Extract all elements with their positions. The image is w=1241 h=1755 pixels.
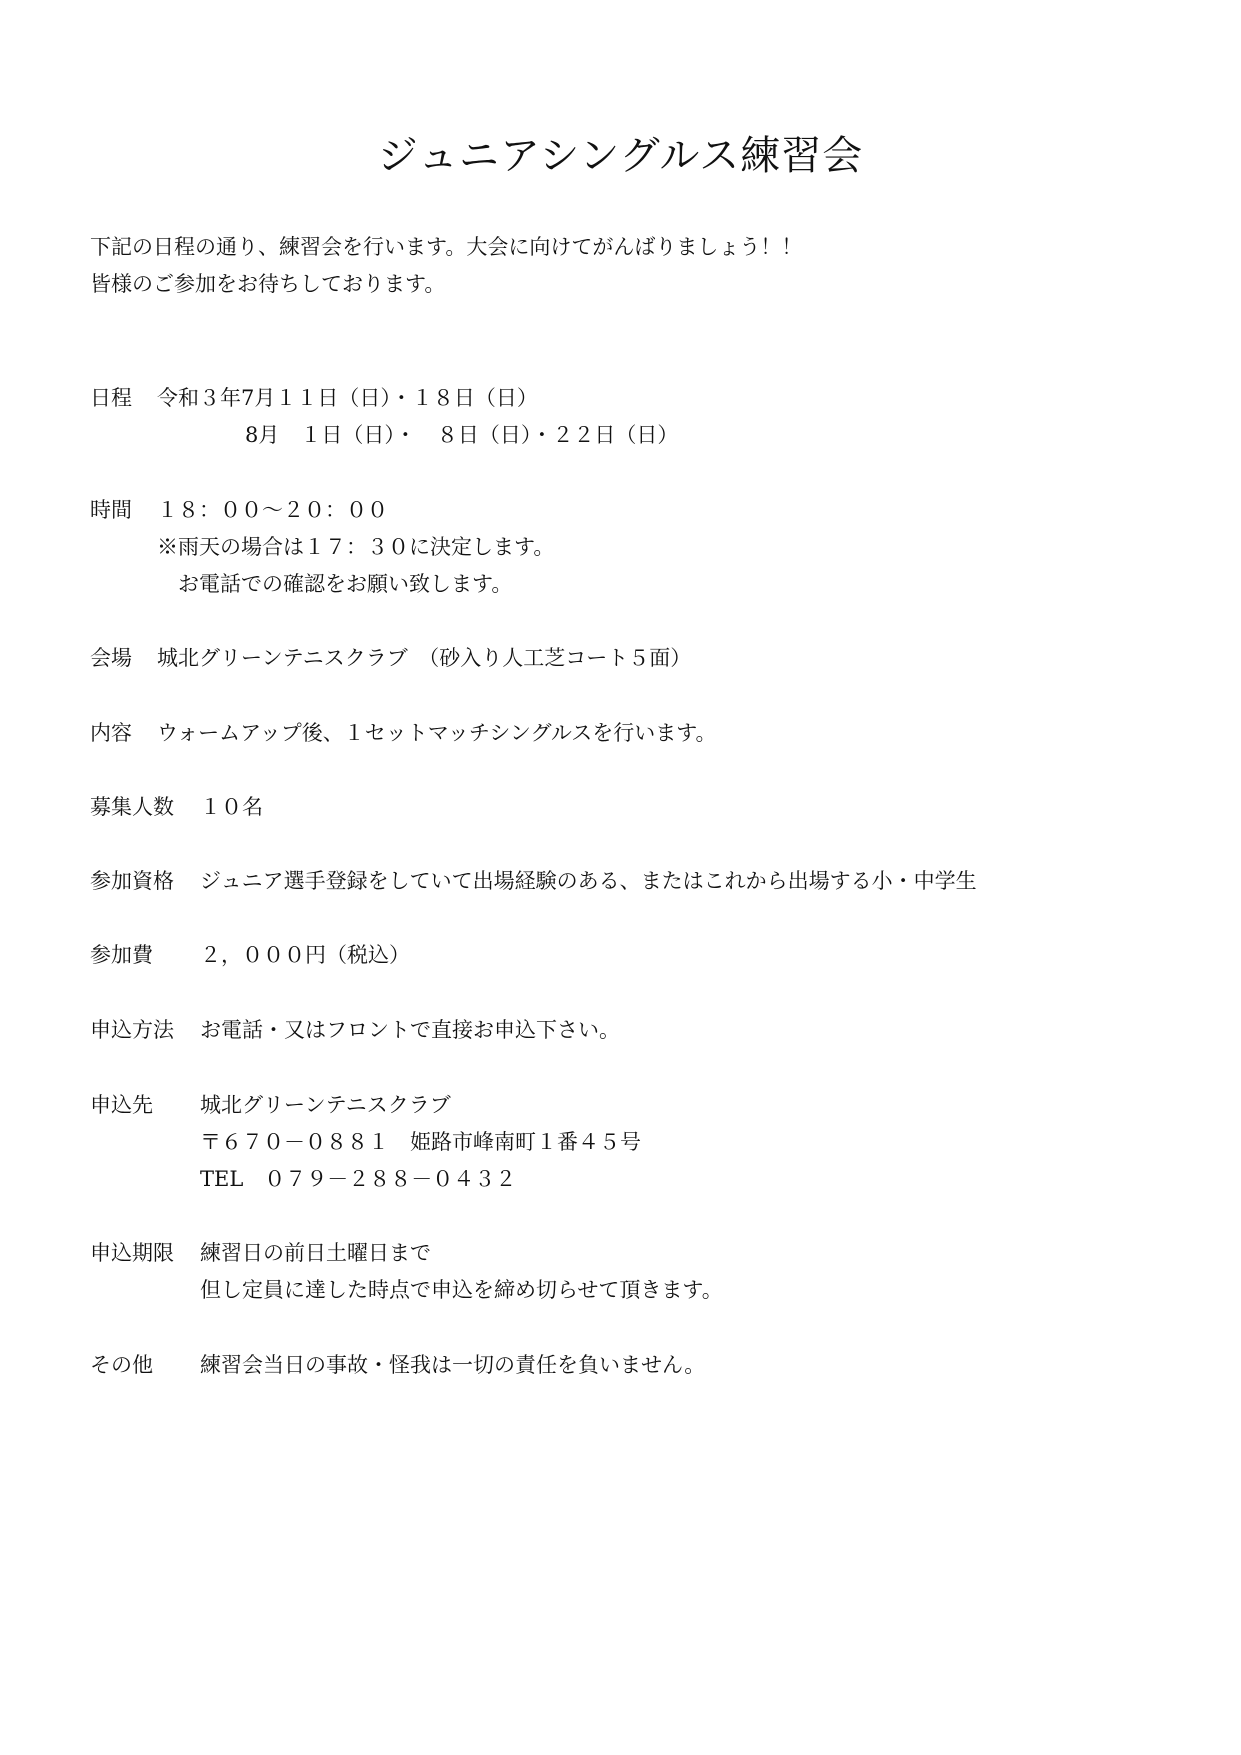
apply-to-phone: TEL ０７９－２８８－０４３２ — [200, 1167, 517, 1191]
apply-to-club: 城北グリーンテニスクラブ — [200, 1093, 451, 1117]
content-value: ウォームアップ後、１セットマッチシングルスを行います。 — [157, 721, 717, 745]
time-line-3: お電話での確認をお願い致します。 — [178, 572, 513, 596]
intro-line-1: 下記の日程の通り、練習会を行います。大会に向けてがんばりましょう！！ — [90, 235, 803, 259]
apply-method-value: お電話・又はフロントで直接お申込下さい。 — [200, 1018, 620, 1042]
fee-value: ２，０００円（税込） — [200, 943, 410, 967]
schedule-label: 日程 — [90, 386, 132, 410]
other-value: 練習会当日の事故・怪我は一切の責任を負いません。 — [200, 1353, 706, 1377]
other-label: その他 — [90, 1353, 153, 1377]
page-title: ジュニアシングルス練習会 — [377, 133, 864, 179]
deadline-line-2: 但し定員に達した時点で申込を締め切らせて頂きます。 — [200, 1278, 723, 1302]
apply-to-address: 〒６７０－０８８１ 姫路市峰南町１番４５号 — [200, 1130, 641, 1154]
time-label: 時間 — [90, 498, 132, 522]
apply-method-label: 申込方法 — [90, 1018, 174, 1042]
eligibility-label: 参加資格 — [90, 869, 174, 893]
capacity-value: １０名 — [200, 795, 263, 819]
venue-value: 城北グリーンテニスクラブ （砂入り人工芝コート５面） — [157, 646, 692, 670]
deadline-line-1: 練習日の前日土曜日まで — [200, 1241, 431, 1265]
time-line-1: １８：００～２０：００ — [157, 498, 388, 522]
venue-label: 会場 — [90, 646, 132, 670]
fee-label: 参加費 — [90, 943, 153, 967]
content-label: 内容 — [90, 721, 132, 745]
schedule-line-2: 8月 １日（日）・ ８日（日）・２２日（日） — [245, 423, 679, 447]
apply-to-label: 申込先 — [90, 1093, 153, 1117]
deadline-label: 申込期限 — [90, 1241, 174, 1265]
capacity-label: 募集人数 — [90, 795, 174, 819]
schedule-line-1: 令和３年7月１１日（日）・１８日（日） — [157, 386, 538, 410]
intro-line-2: 皆様のご参加をお待ちしております。 — [90, 272, 446, 296]
time-line-2: ※雨天の場合は１７：３０に決定します。 — [157, 535, 555, 559]
eligibility-value: ジュニア選手登録をしていて出場経験のある、またはこれから出場する小・中学生 — [200, 869, 977, 893]
